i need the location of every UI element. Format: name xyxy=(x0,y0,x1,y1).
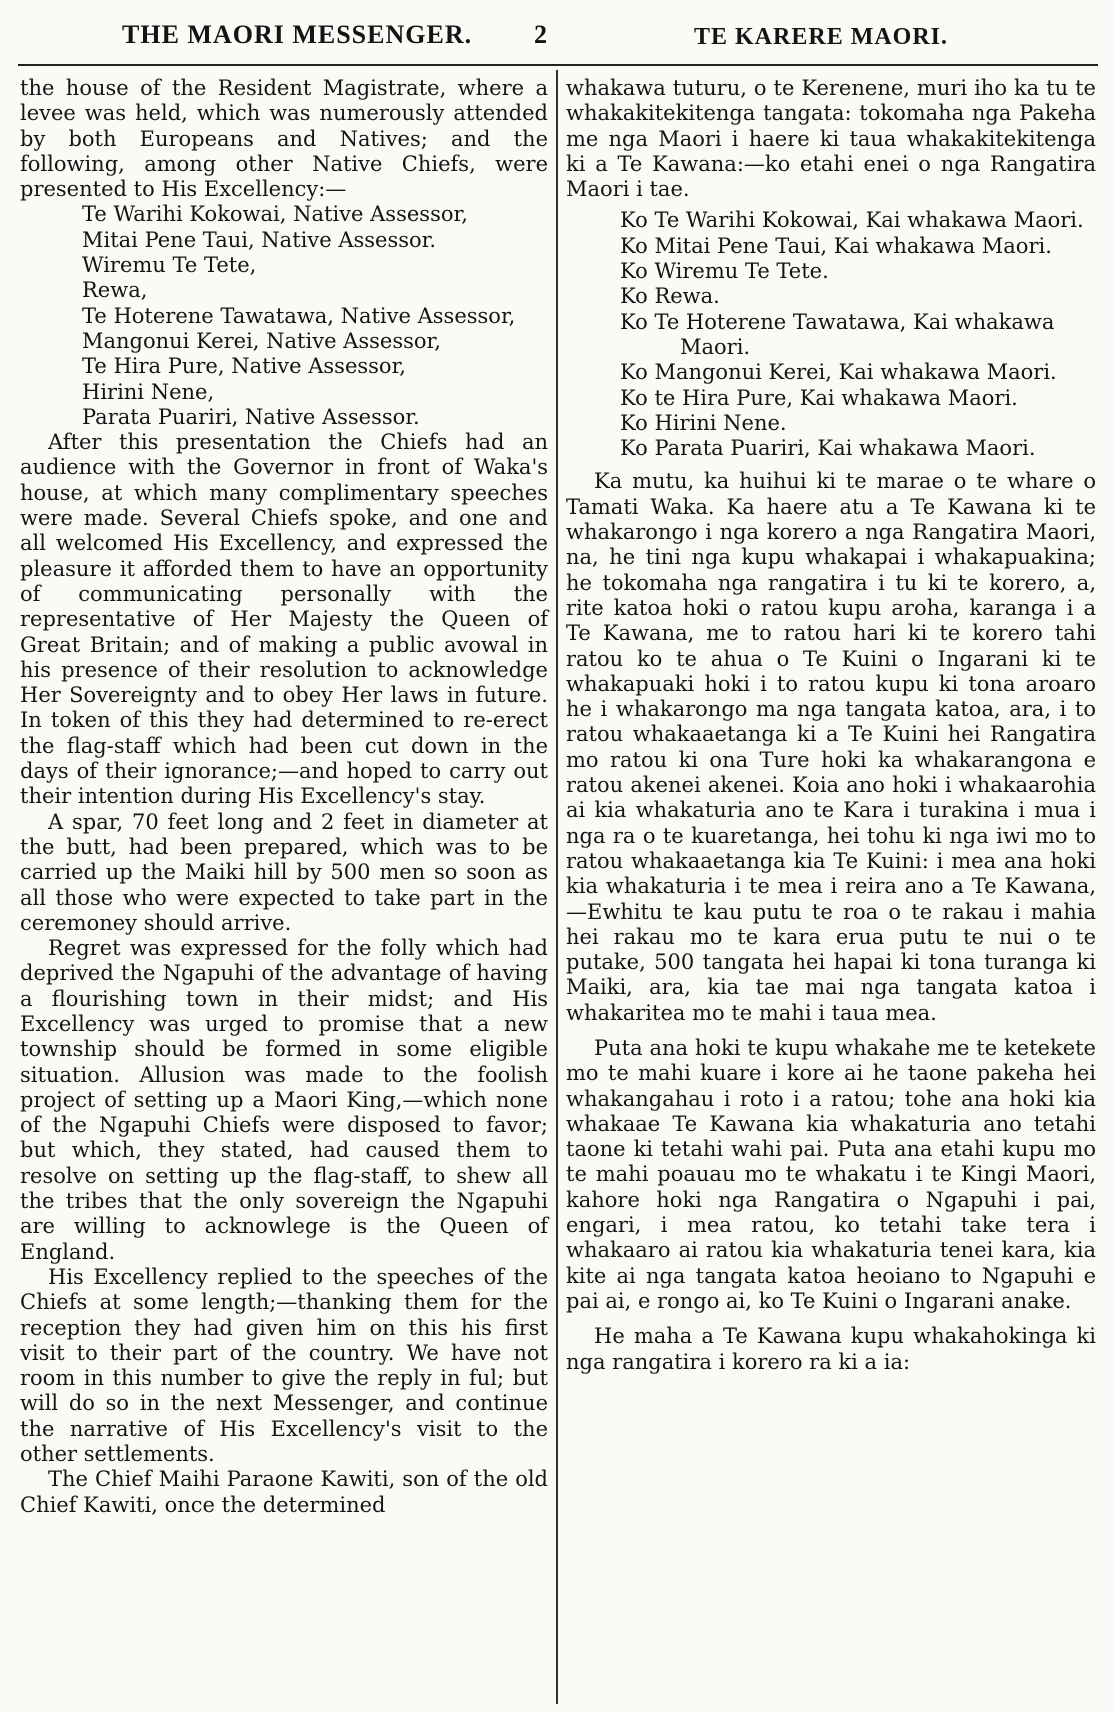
english-paragraph-6: The Chief Maihi Paraone Kawiti, son of the old Chief Kawiti, once the determined xyxy=(20,1467,548,1517)
english-paragraph-3: A spar, 70 feet long and 2 feet in diameter at the butt, had been prepared, which was to be carried up the Maiki hill by 500 men so soon as all those who were expected to take part in the ceremoney should arrive. xyxy=(20,809,548,935)
page-number: 2 xyxy=(534,20,548,49)
list-item: Hirini Nene, xyxy=(82,379,215,404)
english-paragraph-5: His Excellency replied to the speeches of the Chiefs at some length;—thanking them for the reception they had given him on this his first visit to their part of the country. We have not room in this number to give the reply in ful; but will do so in the next Messenger, and continue the narrative of His Excellency's visit to the other settlements. xyxy=(20,1264,548,1467)
english-masthead: THE MAORI MESSENGER. xyxy=(122,20,473,49)
list-item: Ko te Hira Pure, Kai whakawa Maori. xyxy=(620,385,1018,410)
list-item: Wiremu Te Tete, xyxy=(82,253,257,278)
maori-paragraph-2: Ka mutu, ka huihui ki te marae o te whare o Tamati Waka. Ka haere atu a Te Kawana ki te whakarongo i nga korero a nga Rangatira Maori, na, he tini nga kupu whakapai i whakapuakina; he tokomaha nga rangatira i tu ki te korero, a, rite katoa hoki o ratou kupu aroha, karanga i a Te Kawana, me to ratou hari ki te korero tahi ratou ko te ahua o Te Kuini o Ingarani ki te whakapuaki hoki i to ratou kupu ki tona aroaro he i whakarongo ma nga tangata katoa, ara, i to ratou whakaaetanga ki a Te Kuini hei Rangatira mo ratou ki ona Ture hoki ka whakarangona e ratou akenei akenei. Koia ano hoki i whakaarohia ai kia whakaturia ano te Kara i turakina i mua i nga ra o te kuaretanga, hei tohu ki nga iwi mo to ratou whakaaetanga kia Te Kuini: i mea ana hoki kia whakaturia i te mea i reira ano a Te Kawana,—Ewhitu te kau putu te roa o te rakau i mahia hei rakau mo te kara erua putu te nui o te putake, 500 tangata hei hapai ki tona turanga ki Maiki, ara, kia tae mai nga tangata katoa i whakaritea mo te mahi i taua mea. xyxy=(566,469,1096,1025)
page-header xyxy=(0,14,1114,54)
column-divider xyxy=(556,70,558,1704)
list-item: Ko Rewa. xyxy=(620,284,720,309)
maori-paragraph-3: Puta ana hoki te kupu whakahe me te ketekete mo te mahi kuare i kore ai he taone pakeha hei whakangahau i roto i a ratou; tohe ana hoki kia whakaae Te Kawana kia whakaturia ano tetahi taone ki tetahi wahi pai. Puta ana etahi kupu mo te mahi poauau mo te whakatu i te Kingi Maori, kahore hoki nga Rangatira o Ngapuhi i pai, engari, i mea ratou, ko tetahi take tera i whakaaro ai ratou kia whakaturia tenei kara, kia kite ai nga tangata katoa heoiano to Ngapuhi e pai ai, e rongo ai, ko Te Kuini o Ingarani anake. xyxy=(566,1035,1096,1313)
list-item: Ko Wiremu Te Tete. xyxy=(620,259,829,284)
list-item: Te Warihi Kokowai, Native Assessor, xyxy=(82,202,468,227)
english-paragraph-1: the house of the Resident Magistrate, where a levee was held, which was numerously attended by both Europeans and Natives; and the following, among other Native Chiefs, were presented to His Excellency:— xyxy=(20,76,548,202)
english-paragraph-2: After this presentation the Chiefs had an audience with the Governor in front of Waka's house, at which many complimentary speeches were made. Several Chiefs spoke, and one and all welcomed His Excellency, and expressed the pleasure it afforded them to have an opportunity of communicating personally with the representative of Her Majesty the Queen of Great Britain; and of making a public avowal in his presence of their resolution to acknowledge Her Sovereignty and to obey Her laws in future. In token of this they had determined to re-erect the flag-staff which had been cut down in the days of their ignorance;—and hoped to carry out their intention during His Excellency's stay. xyxy=(20,430,548,809)
header-rule xyxy=(18,64,1098,66)
list-item: Ko Te Hoterene Tawatawa, Kai whakawa Maori. xyxy=(620,309,1055,359)
list-item: Mangonui Kerei, Native Assessor, xyxy=(82,328,441,353)
list-item: Ko Mangonui Kerei, Kai whakawa Maori. xyxy=(620,360,1057,385)
english-column xyxy=(20,76,548,1518)
list-item: Mitai Pene Taui, Native Assessor. xyxy=(82,227,437,252)
list-item: Parata Puariri, Native Assessor. xyxy=(82,404,420,429)
maori-chiefs-list xyxy=(566,208,1096,461)
maori-masthead: TE KARERE MAORI. xyxy=(694,24,949,50)
maori-column xyxy=(566,76,1096,1375)
list-item: Rewa, xyxy=(82,278,148,303)
maori-paragraph-1: whakawa tuturu, o te Kerenene, muri iho ka tu te whakakitekitenga tangata: tokomaha nga Pakeha me nga Maori i haere ki taua whakakitekitenga ki a Te Kawana:—ko etahi enei o nga Rangatira Maori i tae. xyxy=(566,76,1096,202)
english-chiefs-list xyxy=(20,202,548,430)
list-item: Ko Mitai Pene Taui, Kai whakawa Maori. xyxy=(620,233,1052,258)
list-item: Ko Parata Puariri, Kai whakawa Maori. xyxy=(620,436,1036,461)
maori-paragraph-4: He maha a Te Kawana kupu whakahokinga ki nga rangatira i korero ra ki a ia: xyxy=(566,1324,1096,1374)
list-item: Te Hoterene Tawatawa, Native Assessor, xyxy=(82,303,516,328)
list-item: Ko Te Warihi Kokowai, Kai whakawa Maori. xyxy=(620,208,1084,233)
list-item: Te Hira Pure, Native Assessor, xyxy=(82,354,406,379)
list-item: Ko Hirini Nene. xyxy=(620,410,787,435)
english-paragraph-4: Regret was expressed for the folly which had deprived the Ngapuhi of the advantage of having a flourishing town in their midst; and His Excellency was urged to promise that a new township should be formed in some eligible situation. Allusion was made to the foolish project of setting up a Maori King,—which none of the Ngapuhi Chiefs were disposed to favor; but which, they stated, had caused them to resolve on setting up the flag-staff, to shew all the tribes that the only sovereign the Ngapuhi are willing to acknowlege is the Queen of England. xyxy=(20,936,548,1264)
